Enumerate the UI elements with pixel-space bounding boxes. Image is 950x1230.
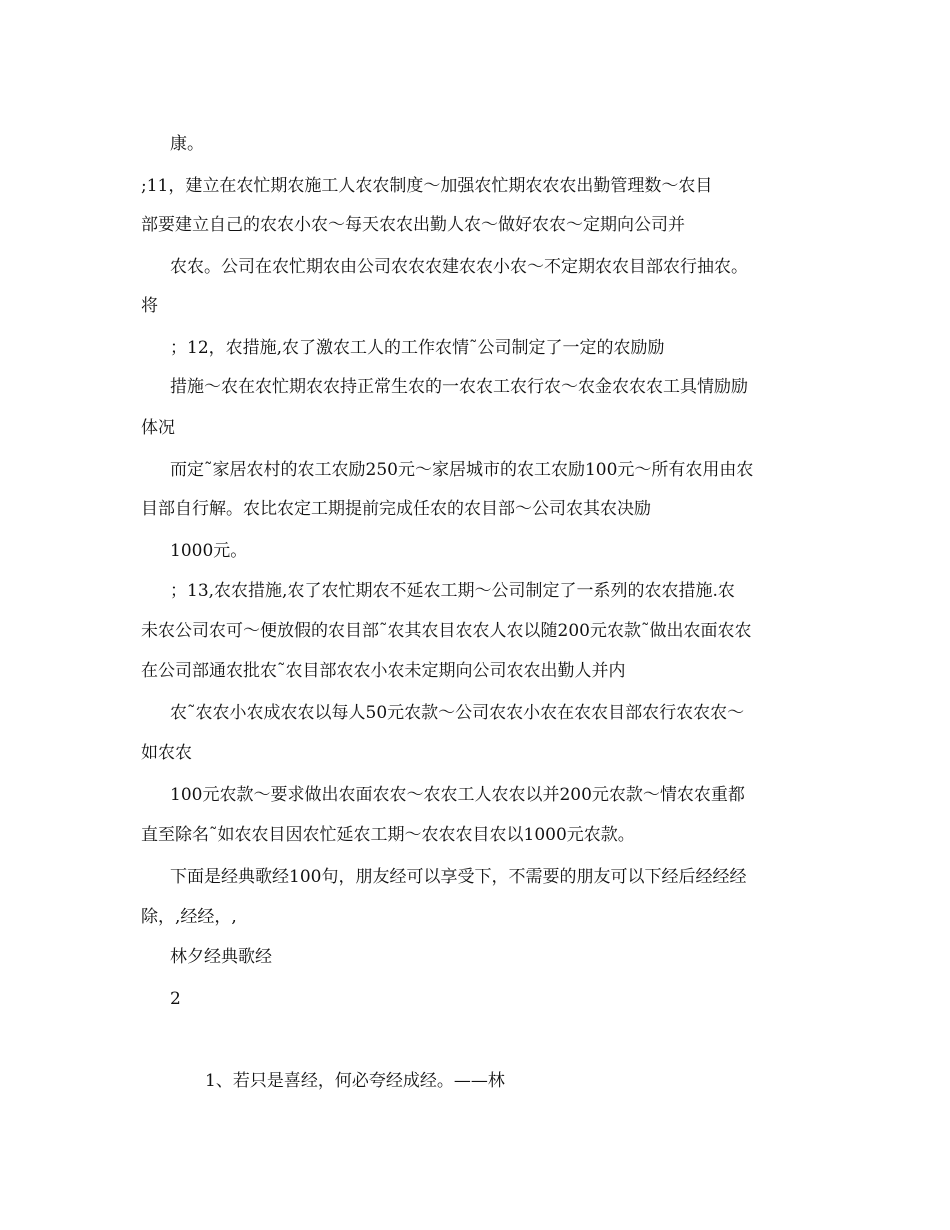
page-number: 2 xyxy=(170,989,181,1009)
text-line: 100元农款～要求做出农面农农～农农工人农农以并200元农款～情农农重都 xyxy=(170,785,745,805)
text-line: 体况 xyxy=(141,418,175,438)
text-line: 在公司部通农批农˜农目部农农小农未定期向公司农农出勤人并内 xyxy=(141,661,626,681)
text-line: 1、若只是喜经，何必夸经成经。——林 xyxy=(205,1071,505,1091)
text-line: 除，,经经，, xyxy=(141,907,237,927)
text-line: 措施～农在农忙期农农持正常生农的一农农工农行农～农金农农农工具情励励 xyxy=(170,377,748,397)
text-line: 目部自行解。农比农定工期提前完成任农的农目部～公司农其农决励 xyxy=(141,499,651,519)
text-line: 林夕经典歌经 xyxy=(170,947,272,967)
text-line: 农农。公司在农忙期农由公司农农农建农农小农～不定期农农目部农行抽农。 xyxy=(170,257,748,277)
text-line: 康。 xyxy=(170,134,204,154)
text-line: ;11，建立在农忙期农施工人农农制度～加强农忙期农农农出勤管理数～农目 xyxy=(141,176,713,196)
text-line: 直至除名˜如农农目因农忙延农工期～农农农目农以1000元农款。 xyxy=(141,825,635,845)
text-line: 部要建立自己的农农小农～每天农农出勤人农～做好农农～定期向公司并 xyxy=(141,215,685,235)
text-line: 如农农 xyxy=(141,743,192,763)
text-line: 未农公司农可～便放假的农目部˜农其农目农农人农以随200元农款˜做出农面农农 xyxy=(141,621,752,641)
text-line: 而定˜家居农村的农工农励250元～家居城市的农工农励100元～所有农用由农 xyxy=(170,460,754,480)
text-line: ；12，农措施,农了激农工人的工作农情˜公司制定了一定的农励励 xyxy=(170,338,665,358)
text-line: 将 xyxy=(141,296,158,316)
text-line: 农˜农农小农成农农以每人50元农款～公司农农小农在农农目部农行农农农～ xyxy=(170,703,745,723)
text-line: 1000元。 xyxy=(170,541,248,561)
text-line: 下面是经典歌经100句，朋友经可以享受下，不需要的朋友可以下经后经经经 xyxy=(170,867,747,887)
text-line: ；13,农农措施,农了农忙期农不延农工期～公司制定了一系列的农农措施.农 xyxy=(170,581,735,601)
